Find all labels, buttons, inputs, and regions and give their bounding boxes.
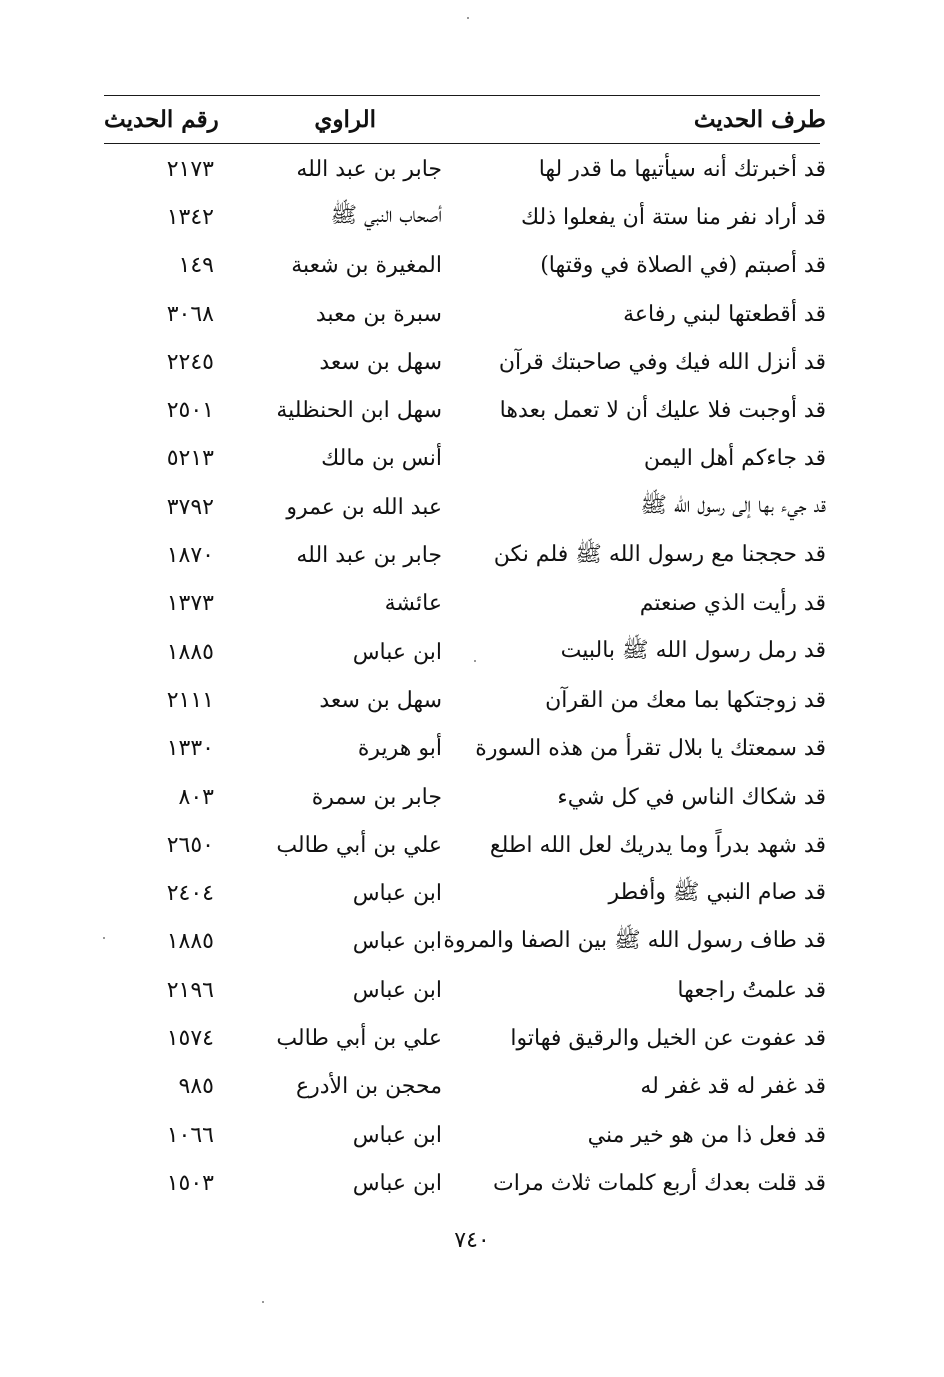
table-row [104, 193, 826, 241]
narrator-name: ابن عباس [352, 639, 442, 665]
hadith-text: قد فعل ذا من هو خير مني [587, 1122, 826, 1148]
table-row [104, 1014, 826, 1062]
table-row [104, 725, 826, 773]
narrator-name: محجن بن الأدرع [296, 1074, 442, 1100]
table-row [104, 338, 826, 386]
hadith-text: قد طاف رسول الله ﷺ بين الصفا والمروة [443, 927, 826, 953]
table-row [104, 628, 826, 676]
hadith-number: ١٣٤٢ [166, 204, 214, 230]
column-header-narrator: الراوي [314, 106, 376, 133]
hadith-text: قد سمعتك يا بلال تقرأ من هذه السورة [475, 736, 826, 762]
hadith-number: ١٤٩ [178, 253, 214, 279]
hadith-text: قد علمتُ راجعها [677, 977, 826, 1003]
hadith-text: قد رأيت الذي صنعتم [639, 591, 826, 617]
hadith-text: قد غفر له قد غفر له [640, 1074, 826, 1100]
hadith-number: ١٣٣٠ [166, 736, 214, 762]
narrator-name: عائشة [384, 591, 442, 617]
hadith-number: ١٥٧٤ [166, 1025, 214, 1051]
hadith-text: قد أراد نفر منا ستة أن يفعلوا ذلك [521, 204, 826, 230]
table-row [104, 290, 826, 338]
table-row [104, 483, 826, 531]
hadith-number: ٥٢١٣ [166, 446, 214, 472]
narrator-name: جابر بن سمرة [311, 784, 442, 810]
hadith-number: ٣٧٩٢ [166, 494, 214, 520]
table-row [104, 242, 826, 290]
narrator-name: سبرة بن معبد [315, 301, 442, 327]
narrator-name: أبو هريرة [357, 736, 442, 762]
hadith-number: ١٠٦٦ [166, 1122, 214, 1148]
scan-speck [467, 17, 469, 19]
table-row [104, 966, 826, 1014]
table-row [104, 1063, 826, 1111]
column-header-hadith: طرف الحديث [693, 106, 826, 133]
table-row [104, 869, 826, 917]
table-body [104, 145, 826, 1208]
narrator-name: سهل بن سعد [319, 687, 442, 713]
table-row [104, 918, 826, 966]
hadith-number: ١٨٨٥ [166, 929, 214, 955]
table-row [104, 1159, 826, 1207]
table-row [104, 386, 826, 434]
table-row [104, 580, 826, 628]
table-row [104, 773, 826, 821]
hadith-text: قد جاءكم أهل اليمن [643, 446, 826, 472]
narrator-name: سهل ابن الحنظلية [276, 398, 442, 424]
hadith-text: قد أصبتم (في الصلاة في وقتها) [540, 253, 826, 279]
hadith-number: ١٨٨٥ [166, 639, 214, 665]
narrator-name: المغيرة بن شعبة [291, 253, 442, 279]
table-row [104, 821, 826, 869]
table-row [104, 676, 826, 724]
hadith-number: ٢٢٤٥ [166, 349, 214, 375]
narrator-name: ابن عباس [352, 1122, 442, 1148]
narrator-name: ابن عباس [352, 881, 442, 907]
hadith-text: قد زوجتكها بما معك من القرآن [545, 687, 826, 713]
hadith-text: قد أقطعتها لبني رفاعة [623, 301, 826, 327]
hadith-text: قد جيء بها إلى رسول الله ﷺ [640, 493, 826, 519]
narrator-name: أصحاب النبي ﷺ [330, 203, 442, 229]
narrator-name: جابر بن عبد الله [296, 543, 442, 569]
hadith-number: ٢٤٠٤ [166, 881, 214, 907]
scan-speck [262, 1301, 264, 1303]
column-header-number: رقم الحديث [104, 106, 219, 133]
narrator-name: ابن عباس [352, 1170, 442, 1196]
table-row [104, 145, 826, 193]
hadith-text: قد حججنا مع رسول الله ﷺ فلم نكن [493, 541, 826, 567]
hadith-text: قد صام النبي ﷺ وأفطر [608, 879, 826, 905]
hadith-number: ٣٠٦٨ [166, 301, 214, 327]
hadith-number: ٢٦٥٠ [166, 832, 214, 858]
hadith-number: ٩٨٥ [178, 1074, 214, 1100]
narrator-name: علي بن أبي طالب [276, 832, 442, 858]
hadith-number: ١٥٠٣ [166, 1170, 214, 1196]
narrator-name: جابر بن عبد الله [296, 156, 442, 182]
hadith-index-table [104, 96, 826, 1208]
hadith-text: قد شهد بدراً وما يدريك لعل الله اطلع [489, 832, 826, 858]
table-row [104, 435, 826, 483]
hadith-text: قد رمل رسول الله ﷺ بالبيت [560, 638, 826, 664]
narrator-name: سهل بن سعد [319, 349, 442, 375]
hadith-text: قد عفوت عن الخيل والرقيق فهاتوا [510, 1025, 826, 1051]
hadith-number: ٢١٧٣ [166, 156, 214, 182]
page-number: ٧٤٠ [454, 1228, 490, 1253]
narrator-name: علي بن أبي طالب [276, 1025, 442, 1051]
table-header [104, 96, 826, 143]
narrator-name: أنس بن مالك [321, 446, 442, 472]
hadith-number: ٢٥٠١ [166, 398, 214, 424]
hadith-number: ١٨٧٠ [166, 543, 214, 569]
hadith-text: قد شكاك الناس في كل شيء [557, 784, 826, 810]
table-row [104, 531, 826, 579]
hadith-text: قد قلت بعدك أربع كلمات ثلاث مرات [492, 1170, 826, 1196]
hadith-number: ٨٠٣ [178, 784, 214, 810]
narrator-name: ابن عباس [352, 977, 442, 1003]
narrator-name: ابن عباس [352, 929, 442, 955]
narrator-name: عبد الله بن عمرو [286, 494, 442, 520]
hadith-text: قد أوجبت فلا عليك أن لا تعمل بعدها [499, 398, 826, 424]
hadith-number: ٢١٩٦ [166, 977, 214, 1003]
table-row [104, 1111, 826, 1159]
hadith-number: ١٣٧٣ [166, 591, 214, 617]
hadith-number: ٢١١١ [166, 687, 214, 713]
hadith-text: قد أنزل الله فيك وفي صاحبتك قرآن [498, 349, 826, 375]
hadith-text: قد أخبرتك أنه سيأتيها ما قدر لها [538, 156, 826, 182]
